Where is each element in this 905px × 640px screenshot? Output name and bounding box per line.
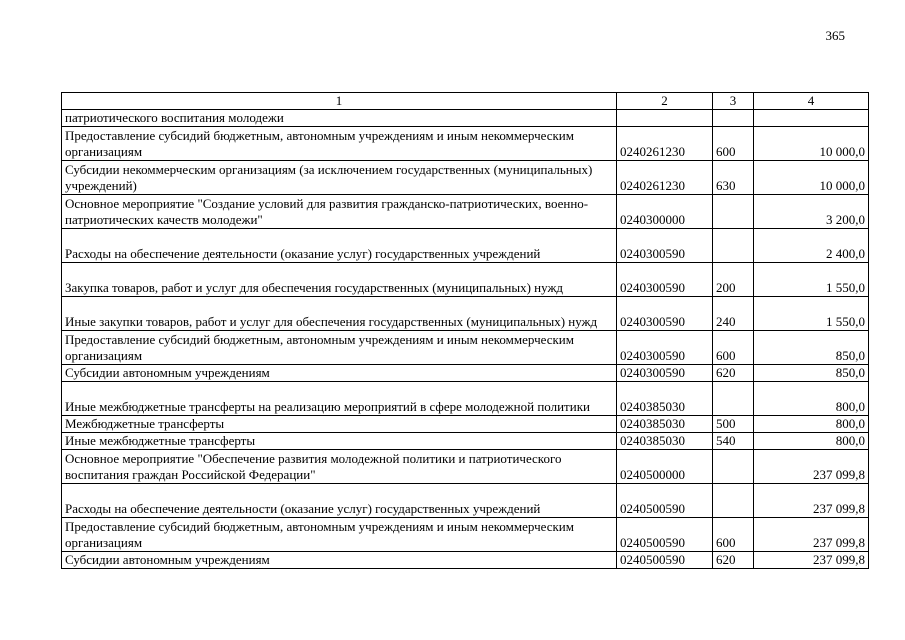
row-amount: 237 099,8 (754, 484, 869, 518)
row-type: 540 (713, 433, 754, 450)
row-code: 0240261230 (617, 161, 713, 195)
row-name: Иные межбюджетные трансферты (62, 433, 617, 450)
row-name: Предоставление субсидий бюджетным, автономным учреждениям и иным некоммерческим организациям (62, 518, 617, 552)
row-amount: 237 099,8 (754, 552, 869, 569)
row-name: Субсидии автономным учреждениям (62, 552, 617, 569)
table-row (62, 365, 869, 382)
row-name: Расходы на обеспечение деятельности (оказание услуг) государственных учреждений (62, 229, 617, 263)
page-number: 365 (825, 28, 845, 43)
row-amount: 1 550,0 (754, 297, 869, 331)
row-code: 0240300590 (617, 229, 713, 263)
row-code: 0240300590 (617, 297, 713, 331)
row-amount: 3 200,0 (754, 195, 869, 229)
row-code: 0240385030 (617, 416, 713, 433)
row-name: Закупка товаров, работ и услуг для обеспечения государственных (муниципальных) нужд (62, 263, 617, 297)
row-type (713, 450, 754, 484)
row-amount (754, 110, 869, 127)
table-row (62, 518, 869, 552)
row-type (713, 229, 754, 263)
table-row (62, 127, 869, 161)
row-name: Субсидии некоммерческим организациям (за исключением государственных (муниципальных) учреждений) (62, 161, 617, 195)
table-row (62, 382, 869, 416)
row-amount: 850,0 (754, 365, 869, 382)
row-amount: 800,0 (754, 382, 869, 416)
row-type: 240 (713, 297, 754, 331)
row-code: 0240500590 (617, 552, 713, 569)
row-type: 500 (713, 416, 754, 433)
table-row (62, 161, 869, 195)
table-row (62, 263, 869, 297)
row-amount: 10 000,0 (754, 127, 869, 161)
header-col-2: 2 (617, 93, 713, 110)
row-type (713, 110, 754, 127)
row-amount: 800,0 (754, 433, 869, 450)
row-code: 0240300590 (617, 331, 713, 365)
row-amount: 850,0 (754, 331, 869, 365)
table-row (62, 297, 869, 331)
row-type: 200 (713, 263, 754, 297)
row-code: 0240385030 (617, 433, 713, 450)
table-row (62, 433, 869, 450)
row-name: Предоставление субсидий бюджетным, автономным учреждениям и иным некоммерческим организациям (62, 331, 617, 365)
row-type: 620 (713, 365, 754, 382)
table-row (62, 450, 869, 484)
row-code: 0240500000 (617, 450, 713, 484)
row-name: патриотического воспитания молодежи (62, 110, 617, 127)
row-amount: 800,0 (754, 416, 869, 433)
row-type: 600 (713, 127, 754, 161)
row-amount: 10 000,0 (754, 161, 869, 195)
row-name: Межбюджетные трансферты (62, 416, 617, 433)
row-type (713, 484, 754, 518)
row-type (713, 382, 754, 416)
row-name: Субсидии автономным учреждениям (62, 365, 617, 382)
row-type: 600 (713, 518, 754, 552)
budget-table (61, 92, 869, 569)
row-name: Иные закупки товаров, работ и услуг для обеспечения государственных (муниципальных) нужд (62, 297, 617, 331)
header-col-1: 1 (62, 93, 617, 110)
table-header-row (62, 93, 869, 110)
row-name: Расходы на обеспечение деятельности (оказание услуг) государственных учреждений (62, 484, 617, 518)
table-row (62, 229, 869, 263)
row-name: Основное мероприятие "Создание условий для развития гражданско-патриотических, военно-патриотических качеств молодежи" (62, 195, 617, 229)
row-type (713, 195, 754, 229)
row-code: 0240500590 (617, 484, 713, 518)
row-name: Предоставление субсидий бюджетным, автономным учреждениям и иным некоммерческим организациям (62, 127, 617, 161)
row-code: 0240300000 (617, 195, 713, 229)
row-type: 620 (713, 552, 754, 569)
row-code: 0240300590 (617, 365, 713, 382)
header-col-3: 3 (713, 93, 754, 110)
table-row (62, 552, 869, 569)
row-code: 0240385030 (617, 382, 713, 416)
row-type: 600 (713, 331, 754, 365)
row-amount: 2 400,0 (754, 229, 869, 263)
table-row (62, 331, 869, 365)
table-row (62, 110, 869, 127)
row-name: Иные межбюджетные трансферты на реализацию мероприятий в сфере молодежной политики (62, 382, 617, 416)
row-code: 0240261230 (617, 127, 713, 161)
row-code (617, 110, 713, 127)
table-row (62, 484, 869, 518)
row-amount: 237 099,8 (754, 518, 869, 552)
row-code: 0240500590 (617, 518, 713, 552)
table-row (62, 195, 869, 229)
row-type: 630 (713, 161, 754, 195)
row-amount: 237 099,8 (754, 450, 869, 484)
row-code: 0240300590 (617, 263, 713, 297)
header-col-4: 4 (754, 93, 869, 110)
row-amount: 1 550,0 (754, 263, 869, 297)
table-row (62, 416, 869, 433)
row-name: Основное мероприятие "Обеспечение развития молодежной политики и патриотического воспитания граждан Российской Федерации" (62, 450, 617, 484)
